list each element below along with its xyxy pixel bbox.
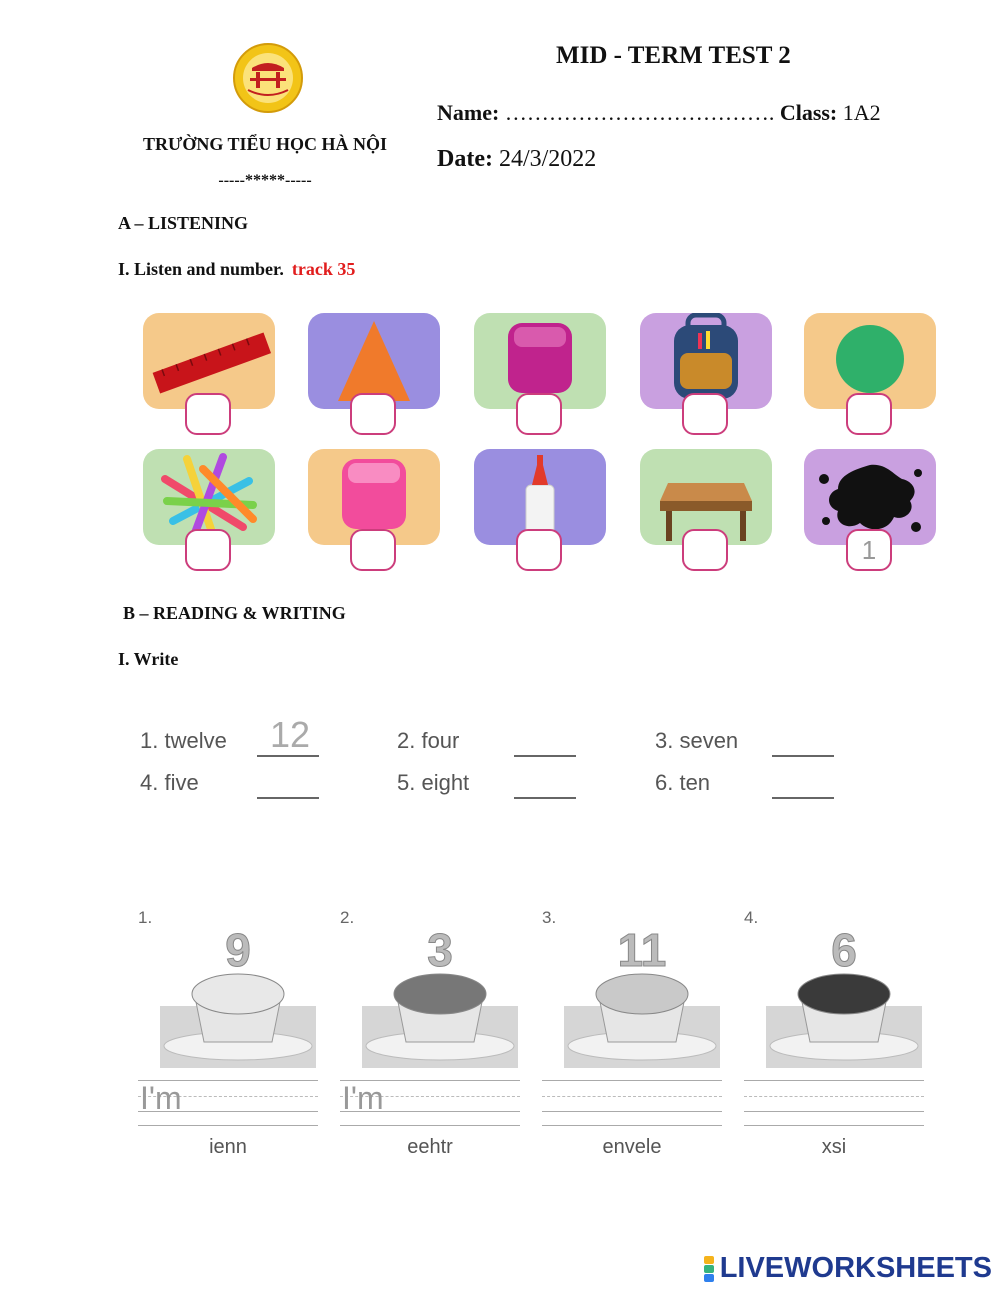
number-answer-text: 12	[270, 714, 311, 755]
number-answer-blank[interactable]	[514, 767, 576, 799]
cupcake-icon	[362, 906, 542, 1086]
scrambled-word: xsi	[821, 1136, 847, 1158]
date-line	[437, 146, 596, 173]
section-a-task	[118, 259, 355, 280]
section-b-task: I. Write	[118, 649, 179, 669]
writing-lines[interactable]	[340, 1078, 520, 1126]
number-word-label: 2. four	[397, 728, 460, 753]
candle-number: 6	[831, 924, 857, 976]
number-answer-blank[interactable]	[772, 725, 834, 757]
trace-text: I'm	[140, 1080, 182, 1116]
number-answer-blank[interactable]	[514, 725, 576, 757]
cupcake-icon	[766, 906, 946, 1086]
number-answer-blank[interactable]	[772, 767, 834, 799]
liveworksheets-logo	[704, 1252, 992, 1285]
writing-lines[interactable]	[138, 1078, 318, 1126]
brand-icon	[704, 1256, 714, 1282]
number-box[interactable]	[350, 529, 396, 571]
writing-lines[interactable]	[542, 1078, 722, 1126]
candle-number: 9	[225, 924, 251, 976]
scrambled-word: envele	[602, 1136, 662, 1158]
picture-card-ruler	[143, 313, 275, 409]
school-name: TRƯỜNG TIỂU HỌC HÀ NỘI	[142, 134, 388, 154]
section-a-title: A – LISTENING	[118, 213, 249, 233]
brand-text: LIVEWORKSHEETS	[719, 1252, 992, 1284]
number-box[interactable]	[846, 393, 892, 435]
cupcake-number: 2.	[340, 908, 355, 927]
task-label: I. Listen and number.	[118, 259, 284, 279]
number-box[interactable]	[350, 393, 396, 435]
page-title: MID - TERM TEST 2	[556, 42, 791, 69]
cupcake-picture	[160, 906, 340, 1086]
cupcake-picture	[564, 906, 744, 1086]
cupcake-number: 4.	[744, 908, 759, 927]
class-value: 1A2	[842, 100, 881, 125]
number-word-label: 5. eight	[397, 770, 470, 795]
name-line	[437, 100, 881, 126]
candle-number: 3	[427, 924, 453, 976]
date-label: Date:	[437, 146, 493, 172]
header-divider: -----*****-----	[218, 172, 312, 189]
number-box[interactable]	[516, 393, 562, 435]
cupcake-number: 3.	[542, 908, 557, 927]
cupcake-number: 1.	[138, 908, 153, 927]
picture-card-glue	[474, 449, 606, 545]
picture-card-eraser-purple	[474, 313, 606, 409]
candle-number: 11	[617, 924, 667, 976]
number-box[interactable]	[185, 393, 231, 435]
picture-card-eraser-pink	[308, 449, 440, 545]
number-word-label: 1. twelve	[140, 728, 227, 753]
number-box[interactable]	[682, 529, 728, 571]
writing-lines[interactable]	[744, 1078, 924, 1126]
number-word-label: 4. five	[140, 770, 199, 795]
name-field[interactable]: ……………………………….	[499, 100, 780, 125]
number-word-label: 6. ten	[655, 770, 711, 795]
scrambled-word: ienn	[209, 1136, 247, 1158]
cupcake-icon	[564, 906, 744, 1086]
trace-text: I'm	[342, 1080, 384, 1116]
picture-card-chalk	[143, 449, 275, 545]
date-value: 24/3/2022	[498, 146, 597, 172]
name-label: Name:	[437, 100, 500, 125]
track-label: track 35	[291, 259, 356, 279]
number-word-label: 3. seven	[655, 728, 739, 753]
number-box[interactable]	[185, 529, 231, 571]
picture-card-ink-blot	[804, 449, 936, 565]
picture-card-triangle	[308, 313, 440, 409]
number-box[interactable]	[516, 529, 562, 571]
class-label: Class:	[779, 100, 838, 125]
number-box[interactable]	[682, 393, 728, 435]
picture-card-backpack	[640, 313, 772, 409]
school-logo	[232, 42, 304, 114]
number-box[interactable]: 1	[846, 529, 892, 571]
cupcake-picture	[362, 906, 542, 1086]
picture-card-desk	[640, 449, 772, 545]
cupcake-icon	[160, 906, 340, 1086]
number-answer-blank[interactable]	[257, 767, 319, 799]
scrambled-word: eehtr	[407, 1136, 453, 1158]
picture-card-circle	[804, 313, 936, 409]
cupcake-picture	[766, 906, 946, 1086]
section-b-title: B – READING & WRITING	[123, 603, 346, 623]
